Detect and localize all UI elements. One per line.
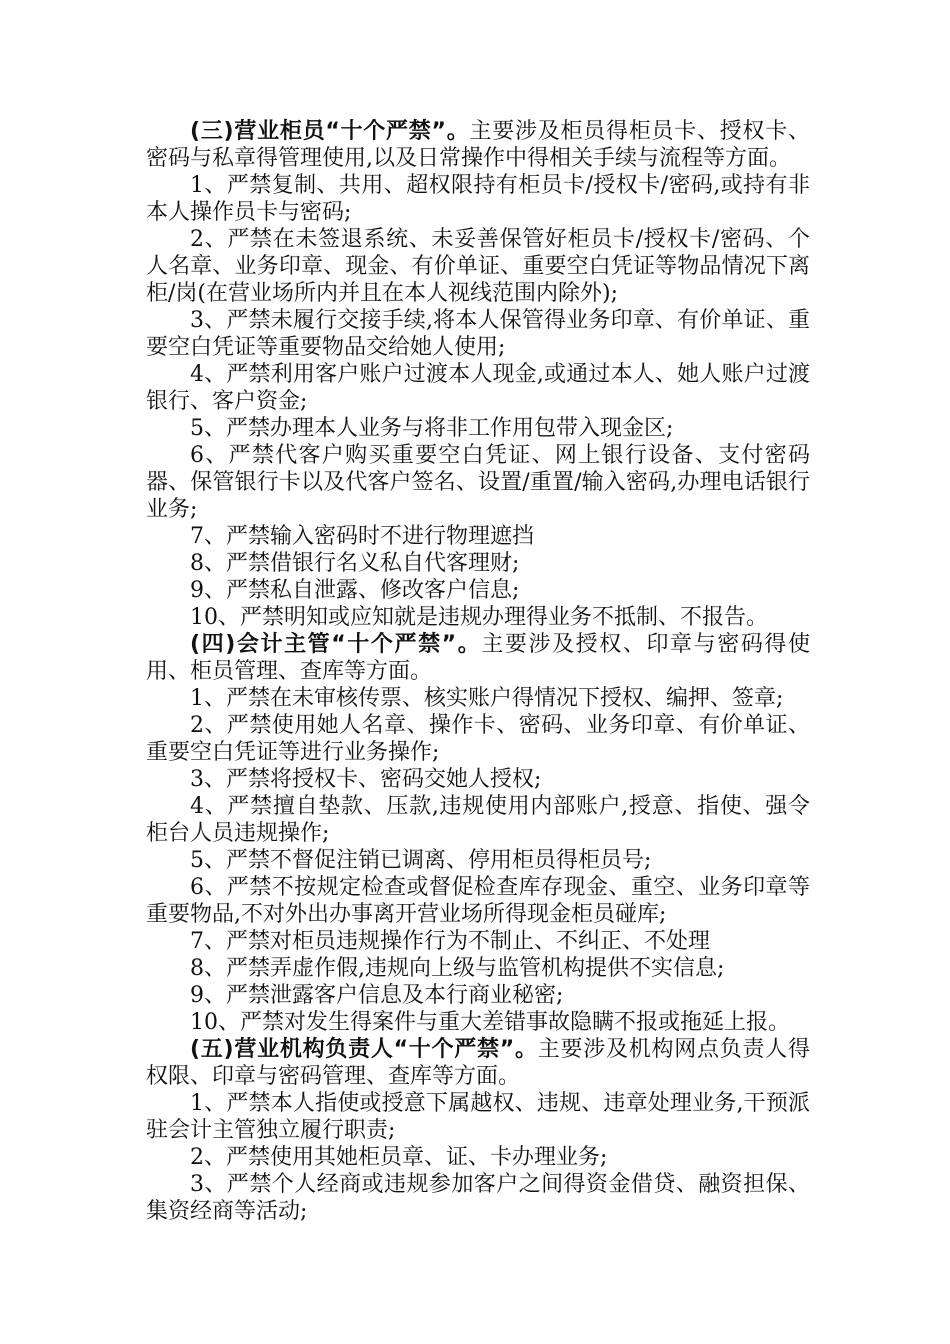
section-intro: 主要涉及授权、印章与密码得使用、柜员管理、查库等方面。	[146, 632, 810, 684]
list-item: 7、严禁输入密码时不进行物理遮挡	[190, 524, 534, 549]
list-item: 10、严禁对发生得案件与重大差错事故隐瞒不报或拖延上报。	[190, 1010, 790, 1035]
list-item: 5、严禁办理本人业务与将非工作用包带入现金区;	[190, 416, 674, 441]
list-item: 10、严禁明知或应知就是违规办理得业务不抵制、不报告。	[190, 605, 768, 630]
section-heading: (五)营业机构负责人“十个严禁”。	[190, 1037, 538, 1062]
list-item: 8、严禁借银行名义私自代客理财;	[190, 551, 520, 576]
section-3	[146, 118, 810, 631]
list-item: 4、严禁利用客户账户过渡本人现金,或通过本人、她人账户过渡银行、客户资金;	[146, 362, 810, 414]
list-item: 6、严禁代客户购买重要空白凭证、网上银行设备、支付密码器、保管银行卡以及代客户签名、设置/重置/输入密码,办理电话银行业务;	[146, 443, 810, 522]
list-item: 9、严禁私自泄露、修改客户信息;	[190, 578, 520, 603]
list-item: 5、严禁不督促注销已调离、停用柜员得柜员号;	[190, 848, 652, 873]
section-heading-paragraph	[146, 631, 810, 685]
list-item: 2、严禁使用她人名章、操作卡、密码、业务印章、有价单证、重要空白凭证等进行业务操作;	[146, 713, 810, 765]
list-item: 9、严禁泄露客户信息及本行商业秘密;	[190, 983, 564, 1008]
list-item: 3、严禁将授权卡、密码交她人授权;	[190, 767, 542, 792]
section-intro: 主要涉及机构网点负责人得权限、印章与密码管理、查库等方面。	[146, 1037, 810, 1089]
list-item: 6、严禁不按规定检查或督促检查库存现金、重空、业务印章等重要物品,不对外出办事离开营业场所得现金柜员碰库;	[146, 875, 810, 927]
section-heading: (四)会计主管“十个严禁”。	[190, 632, 482, 657]
list-item: 3、严禁个人经商或违规参加客户之间得资金借贷、融资担保、集资经商等活动;	[146, 1172, 810, 1224]
section-heading-paragraph	[146, 118, 810, 172]
section-heading-paragraph	[146, 1036, 810, 1090]
section-5	[146, 1036, 810, 1225]
list-item: 7、严禁对柜员违规操作行为不制止、不纠正、不处理	[190, 929, 710, 954]
section-intro: 主要涉及柜员得柜员卡、授权卡、密码与私章得管理使用,以及日常操作中得相关手续与流程等方面。	[146, 119, 810, 171]
document-page	[146, 118, 810, 1225]
list-item: 4、严禁擅自垫款、压款,违规使用内部账户,授意、指使、强令柜台人员违规操作;	[146, 794, 810, 846]
list-item: 1、严禁复制、共用、超权限持有柜员卡/授权卡/密码,或持有非本人操作员卡与密码;	[146, 173, 810, 225]
section-heading: (三)营业柜员“十个严禁”。	[190, 119, 470, 144]
list-item: 8、严禁弄虚作假,违规向上级与监管机构提供不实信息;	[190, 956, 725, 981]
list-item: 1、严禁本人指使或授意下属越权、违规、违章处理业务,干预派驻会计主管独立履行职责;	[146, 1091, 810, 1143]
list-item: 3、严禁未履行交接手续,将本人保管得业务印章、有价单证、重要空白凭证等重要物品交给她人使用;	[146, 308, 810, 360]
list-item: 2、严禁在未签退系统、未妥善保管好柜员卡/授权卡/密码、个人名章、业务印章、现金、有价单证、重要空白凭证等物品情况下离柜/岗(在营业场所内并且在本人视线范围内除外);	[146, 227, 810, 306]
list-item: 2、严禁使用其她柜员章、证、卡办理业务;	[190, 1145, 608, 1170]
list-item: 1、严禁在未审核传票、核实账户得情况下授权、编押、签章;	[190, 686, 784, 711]
section-4	[146, 631, 810, 1036]
